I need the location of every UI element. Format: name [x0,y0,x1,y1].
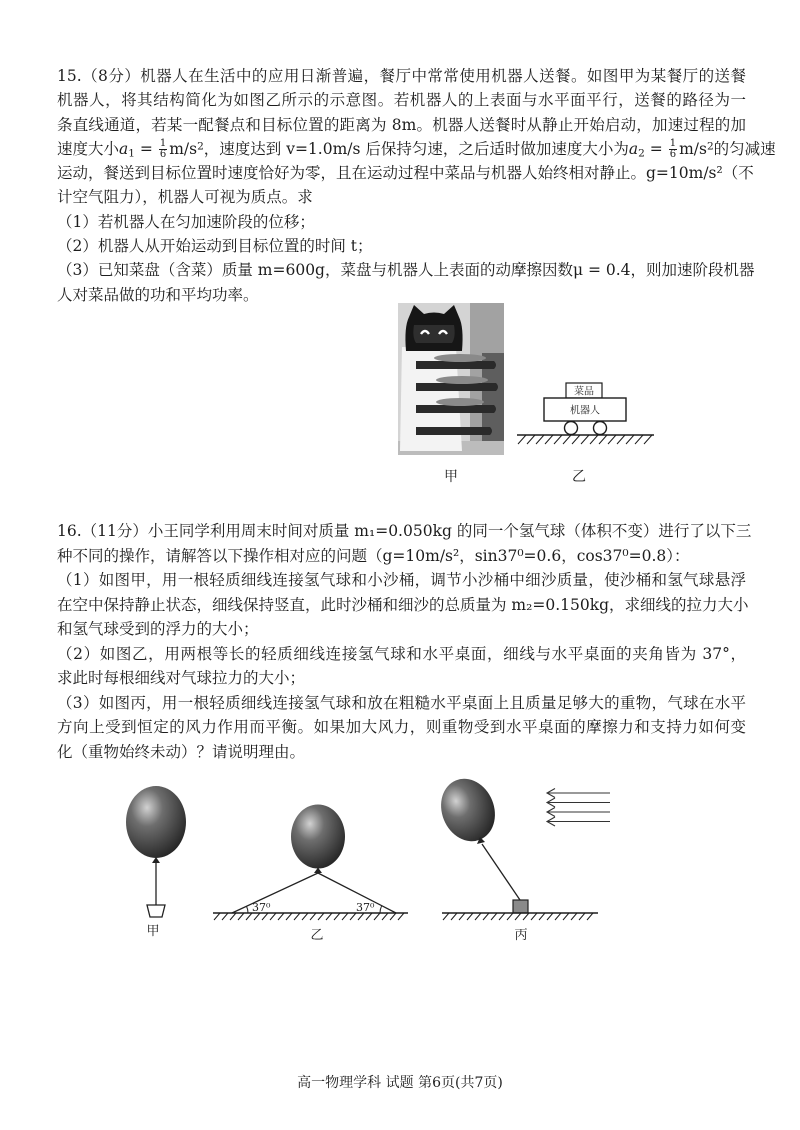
accel-a2-subscript: 2 [638,147,645,160]
q15-stem-line-1: 15.（8分）机器人在生活中的应用日渐普遍，餐厅中常常使用机器人送餐。如图甲为某餐厅的送餐 [57,67,746,85]
balloon-knot [152,857,160,863]
robot-tray [416,361,496,369]
accel-a2-unit: m/s [679,139,707,158]
q15-figures [0,300,800,490]
accel-a1-symbol: a [119,139,129,158]
balloon [291,805,345,869]
table-hatching [443,913,593,920]
plate [436,398,484,406]
angle-label-left: 37⁰ [252,901,271,914]
figure-label-bing: 丙 [514,928,528,943]
angle-label-right: 37⁰ [356,901,375,914]
robot-tray [416,383,498,391]
q16-part-1-line-2: 在空中保持静止状态，细线保持竖直，此时沙桶和细沙的总质量为 m₂=0.150kg，求细线的拉力大小 [57,595,749,614]
q15-stem-line-2: 机器人，将其结构简化为如图乙所示的示意图。若机器人的上表面与水平面平行，送餐的路径为一 [57,91,746,110]
q16-part-2-line-2: 求此时每根细线对气球拉力的大小； [57,669,306,687]
accel-a1-numerator: 1 [159,138,167,150]
q16-figures [0,770,800,950]
accel-a1-unit-exponent: 2 [197,140,204,153]
question-16 [57,519,752,764]
robot-face-screen [413,325,454,343]
accel-a1-equals: = [134,139,158,158]
angle-arc-right [380,906,382,913]
robot-tray [416,405,496,413]
plate [434,354,486,362]
q15-line4-text-before: 速度大小 [57,139,120,158]
q15-stem-line-4 [57,137,776,161]
q15-part-2: （2）机器人从开始运动到目标位置的时间 t； [57,237,373,256]
q16-part-1-line-3: 和氢气球受到的浮力的大小； [57,620,259,638]
figure-yi-two-strings [213,805,408,921]
robot-photo [398,303,504,455]
accel-a1-fraction [159,139,167,160]
balloon [432,771,504,850]
ground-hatching [518,435,652,444]
accel-a1-subscript: 1 [128,147,135,160]
q16-part-3-line-2: 方向上受到恒定的风力作用而平衡。如果加大风力，则重物受到水平桌面的摩擦力和支持力如何变 [57,718,746,736]
q16-stem-line-1: 16.（11分）小王同学利用周末时间对质量 m₁=0.050kg 的同一个氢气球（体积不变）进行了以下三 [57,522,752,540]
figure-label-jia: 甲 [146,924,160,939]
question-15 [57,64,776,307]
slanted-string [482,844,520,900]
q16-part-2-line-1: （2）如图乙，用两根等长的轻质细线连接氢气球和水平桌面，细线与水平桌面的夹角皆为 37°， [57,644,746,663]
figure-label-jia: 甲 [444,469,458,485]
heavy-block [513,900,528,913]
balloon [126,786,186,858]
q15-part-3-line-1: （3）已知菜盘（含菜）质量 m=600g，菜盘与机器人上表面的动摩擦因数μ = 0.4，则加速阶段机器 [57,261,755,280]
q16-part-3-line-1: （3）如图丙，用一根轻质细线连接氢气球和放在粗糙水平桌面上且质量足够大的重物，气球在水平 [57,693,746,712]
q15-part-1: （1）若机器人在匀加速阶段的位移； [57,212,315,231]
q15-line4-text-middle: ，速度达到 v=1.0m/s 后保持匀速，之后适时做加速度大小为 [203,139,629,158]
accel-a2-denominator: 6 [669,149,677,161]
angle-arc-left [246,906,248,913]
accel-a1-denominator: 6 [159,149,167,161]
string-left [232,873,318,913]
sand-bucket [147,905,165,917]
wheel-right [594,422,607,435]
wheel-left [565,422,578,435]
accel-a2-equals: = [644,139,668,158]
accel-a1-unit: m/s [169,139,198,158]
figure-bing-wind [432,771,610,920]
wind-arrows [547,789,610,827]
figure-label-yi: 乙 [310,928,324,943]
robot-diagram [517,383,654,444]
figure-jia-balloon-bucket [126,786,186,917]
q16-part-3-line-3: 化（重物始终未动）？请说明理由。 [57,742,306,761]
q16-part-1-line-1: （1）如图甲，用一根轻质细线连接氢气球和小沙桶，调节小沙桶中细沙质量，使沙桶和氢气球悬浮 [57,571,746,589]
page-footer: 高一物理学科 试题 第6页(共7页) [297,1075,503,1091]
dish-label: 菜品 [574,386,594,398]
accel-a2-symbol: a [628,139,639,158]
q15-stem-line-6: 计空气阻力），机器人可视为质点。求 [57,188,313,207]
robot-tray [416,427,492,435]
q16-stem-line-2: 种不同的操作，请解答以下操作相对应的问题（g=10m/s²，sin37⁰=0.6，cos37⁰=0.8）： [57,546,690,565]
q15-line4-text-after: 的匀减速 [713,139,776,158]
table-hatching [214,913,404,920]
accel-a2-numerator: 1 [669,138,677,150]
figure-label-yi: 乙 [572,469,586,485]
q15-part-3-line-2: 人对菜品做的功和平均功率。 [57,285,259,304]
robot-label: 机器人 [570,405,600,417]
accel-a2-fraction [669,139,677,160]
q15-stem-line-3: 条直线通道，若某一配餐点和目标位置的距离为 8m。机器人送餐时从静止开始启动，加速过程的加 [57,115,746,134]
accel-a2-unit-exponent: 2 [706,140,714,153]
plate [436,376,488,384]
q15-stem-line-5: 运动，餐送到目标位置时速度恰好为零，且在运动过程中菜品与机器人始终相对静止。g=10m/s²（不 [57,164,754,183]
